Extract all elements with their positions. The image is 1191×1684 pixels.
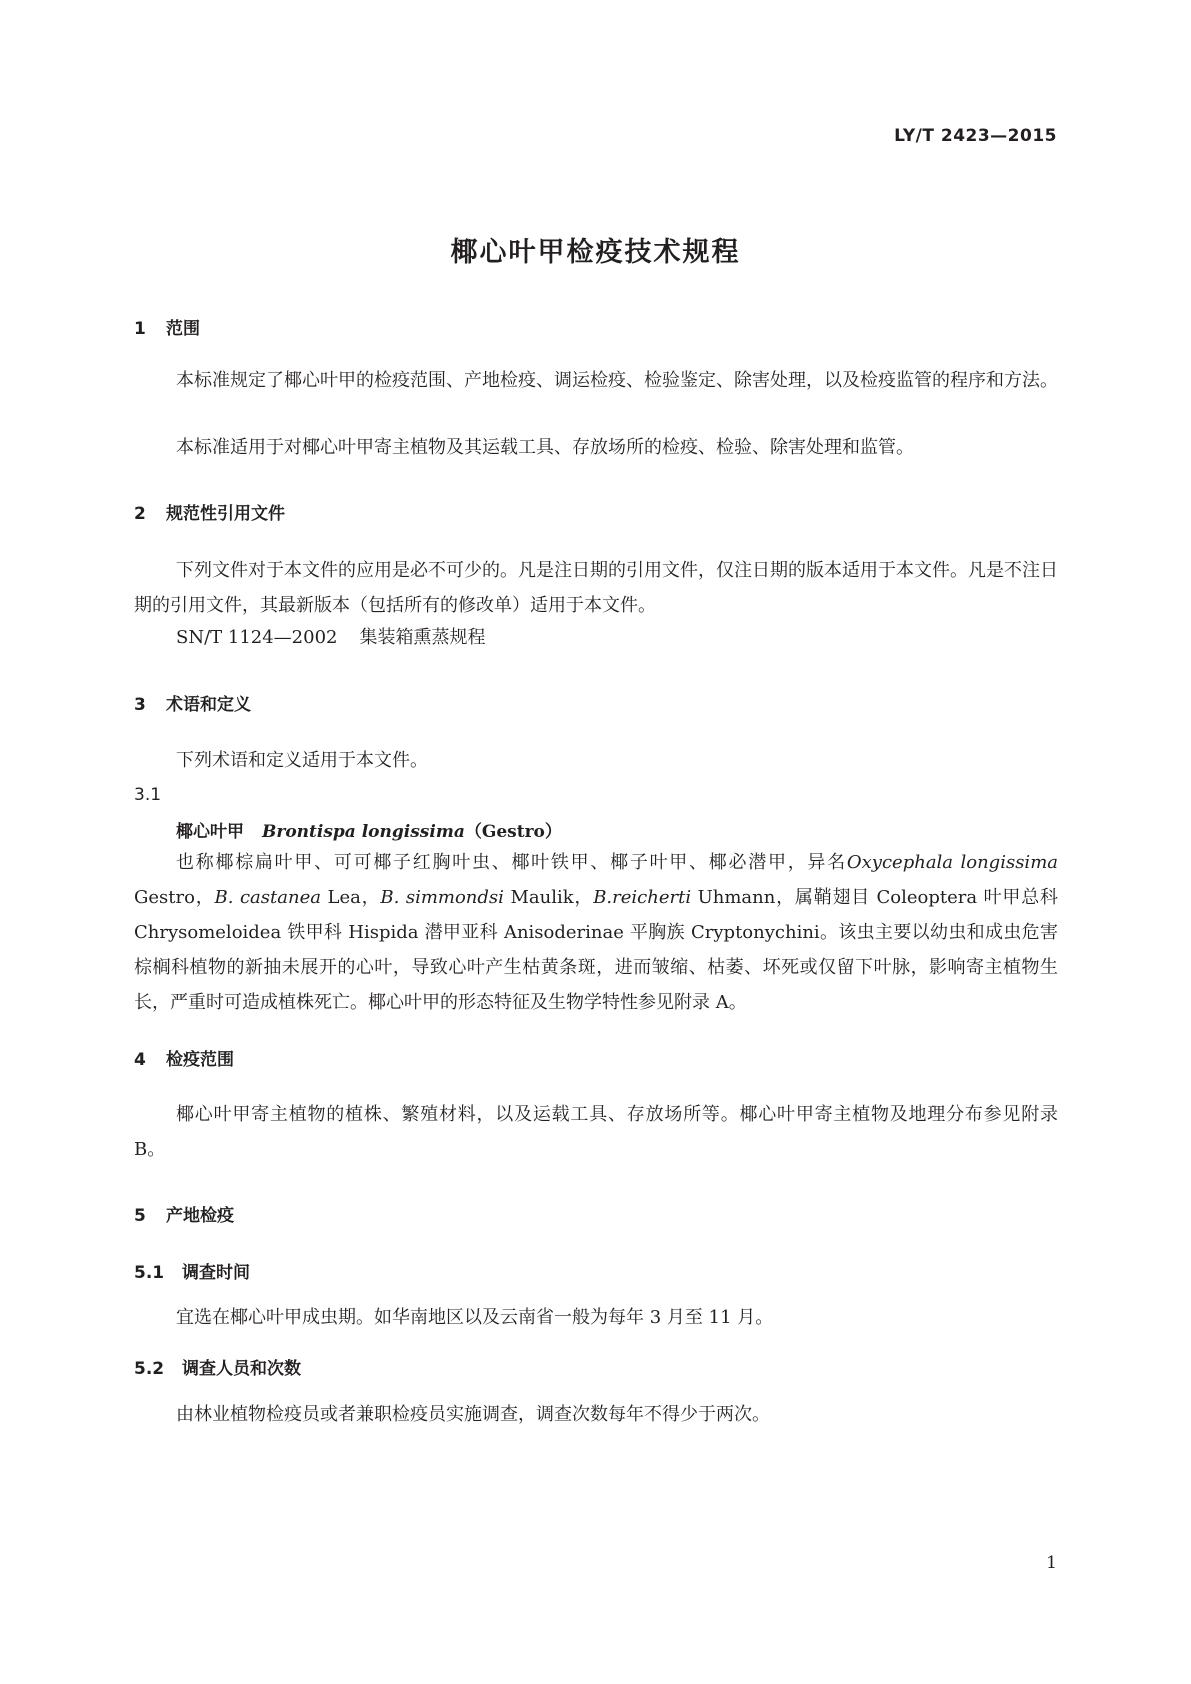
- section-number: 1: [134, 319, 146, 339]
- normative-reference: [176, 620, 486, 655]
- section-title: 检疫范围: [166, 1050, 234, 1070]
- section-2-heading: [134, 499, 285, 524]
- definition-text: 也称椰棕扁叶甲、可可椰子红胸叶虫、椰叶铁甲、椰子叶甲、椰必潜甲，异名: [176, 852, 847, 873]
- section-5-1-paragraph-1: 宜选在椰心叶甲成虫期。如华南地区以及云南省一般为每年 3 月至 11 月。: [176, 1307, 774, 1328]
- synonym-name: B. castanea: [214, 887, 321, 908]
- definition-text: Maulik，: [510, 887, 594, 908]
- section-5-2-paragraph-1: 由林业植物检疫员或者兼职检疫员实施调查，调查次数每年不得少于两次。: [176, 1404, 770, 1425]
- section-title: 规范性引用文件: [166, 504, 285, 524]
- section-5-2-heading: [134, 1354, 301, 1379]
- synonym-name: B. simmondsi: [380, 887, 504, 908]
- section-1-heading: [134, 314, 200, 339]
- reference-title: 集装箱熏蒸规程: [359, 627, 486, 648]
- section-title: 术语和定义: [166, 695, 251, 715]
- standard-code: LY/T 2423—2015: [894, 126, 1057, 146]
- section-number: 2: [134, 504, 146, 524]
- section-number: 3: [134, 695, 146, 715]
- term-scientific-name: Brontispa longissima: [262, 822, 465, 842]
- section-4-paragraph-1: 椰心叶甲寄主植物的植株、繁殖材料，以及运载工具、存放场所等。椰心叶甲寄主植物及地理分布参见附录 B。: [134, 1104, 1058, 1160]
- section-title: 产地检疫: [166, 1206, 234, 1226]
- definition-text: Uhmann，属鞘翅目 Coleoptera 叶甲总科 Chrysomeloidea 铁甲科 Hispida 潜甲亚科 Anisoderinae 平胸族 Cryptonychini。该虫主要以幼虫和成虫危害棕榈科植物的新抽未展开的心叶，导致心叶产生枯黄条斑，进而皱缩、枯萎、坏死或仅留下叶脉，影响寄主植物生长，严重时可造成植株死亡。椰心叶甲的形态特征及生物学特性参见附录 A。: [134, 887, 1058, 1013]
- term-number: 3.1: [134, 785, 162, 805]
- section-3-paragraph-1: 下列术语和定义适用于本文件。: [176, 750, 428, 771]
- term-definition: [134, 845, 1058, 1020]
- section-4-heading: [134, 1045, 234, 1070]
- document-title: 椰心叶甲检疫技术规程: [450, 237, 741, 268]
- synonym-name: Oxycephala longissima: [846, 852, 1058, 873]
- definition-text: Gestro，: [134, 887, 215, 908]
- section-number: 5.2: [134, 1359, 165, 1379]
- term-author: （Gestro）: [464, 822, 562, 842]
- term-chinese-name: 椰心叶甲: [176, 822, 244, 842]
- section-title: 范围: [166, 319, 200, 339]
- section-1-paragraph-2: 本标准适用于对椰心叶甲寄主植物及其运载工具、存放场所的检疫、检验、除害处理和监管。: [176, 437, 914, 458]
- section-5-1-heading: [134, 1258, 250, 1283]
- section-3-heading: [134, 690, 251, 715]
- section-number: 5.1: [134, 1263, 165, 1283]
- section-5-heading: [134, 1201, 234, 1226]
- section-2-paragraph-1: 下列文件对于本文件的应用是必不可少的。凡是注日期的引用文件，仅注日期的版本适用于本文件。凡是不注日期的引用文件，其最新版本（包括所有的修改单）适用于本文件。: [134, 560, 1058, 616]
- page-number: 1: [1046, 1553, 1057, 1573]
- section-1-paragraph-1: 本标准规定了椰心叶甲的检疫范围、产地检疫、调运检疫、检验鉴定、除害处理，以及检疫监管的程序和方法。: [176, 370, 1058, 391]
- definition-text: Lea，: [327, 887, 381, 908]
- synonym-name: B.reicherti: [593, 887, 692, 908]
- term-heading: [176, 817, 562, 842]
- section-title: 调查时间: [182, 1263, 250, 1283]
- reference-code: SN/T 1124—2002: [176, 627, 338, 648]
- section-number: 4: [134, 1050, 146, 1070]
- section-number: 5: [134, 1206, 146, 1226]
- section-title: 调查人员和次数: [182, 1359, 301, 1379]
